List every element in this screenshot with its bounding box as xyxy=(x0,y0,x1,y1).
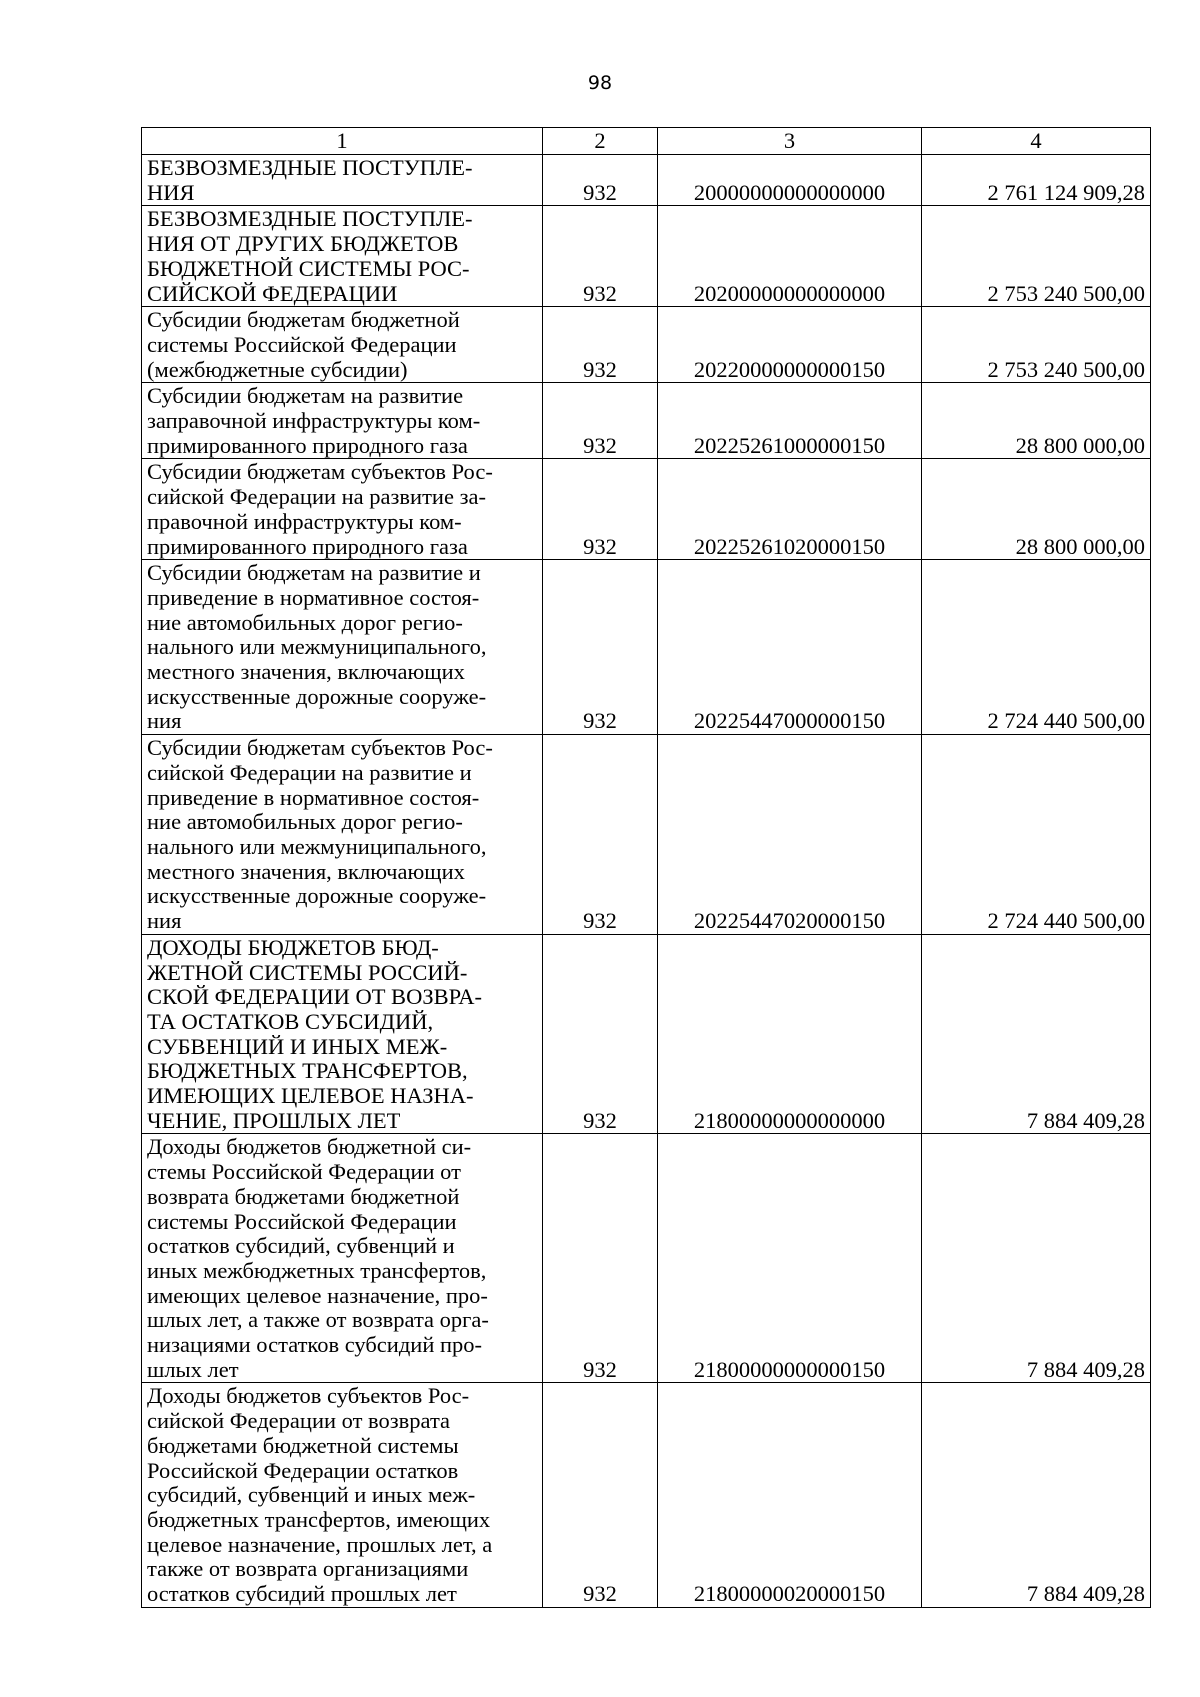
revenue-name-cell xyxy=(142,155,543,206)
revenue-name-line: имеющих целевое назначение, про- xyxy=(147,1282,488,1308)
admin-code-cell: 932 xyxy=(543,459,658,560)
revenue-name-line: Субсидии бюджетам бюджетной xyxy=(147,307,460,333)
revenue-name-line: бюджетных трансфертов, имеющих xyxy=(147,1506,491,1532)
revenue-name-line: ния xyxy=(147,708,182,734)
admin-code-cell: 932 xyxy=(543,735,658,935)
revenue-name-line: Субсидии бюджетам субъектов Рос- xyxy=(147,459,493,485)
revenue-name-line: сийской Федерации на развитие и xyxy=(147,759,472,785)
budget-code-cell: 20225261020000150 xyxy=(658,459,922,560)
revenue-name-line: БЕЗВОЗМЕЗДНЫЕ ПОСТУПЛЕ- xyxy=(147,155,473,180)
revenue-name-line: Доходы бюджетов бюджетной си- xyxy=(147,1134,472,1160)
table-row xyxy=(142,934,1151,1134)
budget-code-cell: 20000000000000000 xyxy=(658,155,922,206)
table-body xyxy=(142,128,1151,1608)
revenue-name-cell xyxy=(142,307,543,383)
revenue-name-line: СИЙСКОЙ ФЕДЕРАЦИИ xyxy=(147,280,398,306)
revenue-name-line: НИЯ xyxy=(147,179,195,205)
revenue-name-line: стемы Российской Федерации от xyxy=(147,1159,461,1185)
revenue-name-line: нального или межмуниципального, xyxy=(147,833,487,859)
table-header-row xyxy=(142,128,1151,155)
column-header-4: 4 xyxy=(922,128,1151,155)
revenue-name-line: приведение в нормативное состоя- xyxy=(147,584,480,610)
revenue-name-cell xyxy=(142,1134,543,1383)
amount-cell: 2 761 124 909,28 xyxy=(922,155,1151,206)
revenue-name-line: сийской Федерации от возврата xyxy=(147,1408,451,1434)
amount-cell: 7 884 409,28 xyxy=(922,1383,1151,1607)
revenue-name-line: ИМЕЮЩИХ ЦЕЛЕВОЕ НАЗНА- xyxy=(147,1083,474,1109)
revenue-name-cell xyxy=(142,934,543,1134)
budget-code-cell: 20225261000000150 xyxy=(658,383,922,459)
revenue-name-cell xyxy=(142,735,543,935)
revenue-name-line: ЧЕНИЕ, ПРОШЛЫХ ЛЕТ xyxy=(147,1107,401,1133)
column-header-3: 3 xyxy=(658,128,922,155)
table-row xyxy=(142,1134,1151,1383)
table-row xyxy=(142,459,1151,560)
revenue-name-line: сийской Федерации на развитие за- xyxy=(147,484,486,510)
amount-cell: 2 753 240 500,00 xyxy=(922,206,1151,307)
amount-cell: 28 800 000,00 xyxy=(922,383,1151,459)
revenue-name-line: ТА ОСТАТКОВ СУБСИДИЙ, xyxy=(147,1008,434,1034)
admin-code-cell: 932 xyxy=(543,307,658,383)
revenue-table xyxy=(141,127,1151,1608)
budget-code-cell: 21800000020000150 xyxy=(658,1383,922,1607)
revenue-name-line: возврата бюджетами бюджетной xyxy=(147,1183,460,1209)
amount-cell: 7 884 409,28 xyxy=(922,1134,1151,1383)
revenue-name-line: местного значения, включающих xyxy=(147,659,465,685)
revenue-name-line: остатков субсидий, субвенций и xyxy=(147,1233,455,1259)
amount-cell: 2 753 240 500,00 xyxy=(922,307,1151,383)
table-row xyxy=(142,735,1151,935)
revenue-name-line: системы Российской Федерации xyxy=(147,331,457,357)
table-row xyxy=(142,155,1151,206)
admin-code-cell: 932 xyxy=(543,560,658,735)
table-row xyxy=(142,1383,1151,1607)
table-row xyxy=(142,206,1151,307)
revenue-name-line: СУБВЕНЦИЙ И ИНЫХ МЕЖ- xyxy=(147,1033,448,1059)
revenue-name-line: также от возврата организациями xyxy=(147,1556,469,1582)
revenue-name-line: заправочной инфраструктуры ком- xyxy=(147,408,481,434)
budget-code-cell: 20220000000000150 xyxy=(658,307,922,383)
revenue-name-line: нального или межмуниципального, xyxy=(147,634,487,660)
revenue-name-line: шлых лет xyxy=(147,1356,239,1382)
revenue-name-line: примированного природного газа xyxy=(147,432,468,458)
revenue-name-line: БЮДЖЕТНЫХ ТРАНСФЕРТОВ, xyxy=(147,1058,468,1084)
revenue-name-line: НИЯ ОТ ДРУГИХ БЮДЖЕТОВ xyxy=(147,231,459,257)
revenue-name-line: низациями остатков субсидий про- xyxy=(147,1332,483,1358)
revenue-name-line: ЖЕТНОЙ СИСТЕМЫ РОССИЙ- xyxy=(147,959,468,985)
revenue-name-line: приведение в нормативное состоя- xyxy=(147,784,480,810)
revenue-name-line: иных межбюджетных трансфертов, xyxy=(147,1257,487,1283)
table-row xyxy=(142,560,1151,735)
revenue-name-line: шлых лет, а также от возврата орга- xyxy=(147,1307,489,1333)
revenue-name-line: (межбюджетные субсидии) xyxy=(147,356,408,382)
budget-code-cell: 20200000000000000 xyxy=(658,206,922,307)
budget-code-cell: 20225447020000150 xyxy=(658,735,922,935)
revenue-name-line: БЮДЖЕТНОЙ СИСТЕМЫ РОС- xyxy=(147,255,470,281)
amount-cell: 2 724 440 500,00 xyxy=(922,560,1151,735)
admin-code-cell: 932 xyxy=(543,155,658,206)
column-header-1: 1 xyxy=(142,128,543,155)
revenue-name-line: искусственные дорожные сооруже- xyxy=(147,683,487,709)
budget-code-cell: 20225447000000150 xyxy=(658,560,922,735)
amount-cell: 7 884 409,28 xyxy=(922,934,1151,1134)
table-row xyxy=(142,383,1151,459)
budget-code-cell: 21800000000000150 xyxy=(658,1134,922,1383)
revenue-name-line: искусственные дорожные сооруже- xyxy=(147,883,487,909)
admin-code-cell: 932 xyxy=(543,1383,658,1607)
admin-code-cell: 932 xyxy=(543,206,658,307)
revenue-name-line: ние автомобильных дорог регио- xyxy=(147,809,463,835)
page-number: 98 xyxy=(587,72,613,94)
revenue-name-line: остатков субсидий прошлых лет xyxy=(147,1581,457,1607)
revenue-name-cell xyxy=(142,383,543,459)
budget-code-cell: 21800000000000000 xyxy=(658,934,922,1134)
table-row xyxy=(142,307,1151,383)
revenue-name-line: Доходы бюджетов субъектов Рос- xyxy=(147,1383,470,1409)
admin-code-cell: 932 xyxy=(543,383,658,459)
revenue-name-cell xyxy=(142,560,543,735)
revenue-name-line: Субсидии бюджетам на развитие и xyxy=(147,560,481,586)
revenue-name-cell xyxy=(142,459,543,560)
revenue-name-line: Российской Федерации остатков xyxy=(147,1457,459,1483)
revenue-name-line: СКОЙ ФЕДЕРАЦИИ ОТ ВОЗВРА- xyxy=(147,984,482,1010)
admin-code-cell: 932 xyxy=(543,1134,658,1383)
amount-cell: 28 800 000,00 xyxy=(922,459,1151,560)
amount-cell: 2 724 440 500,00 xyxy=(922,735,1151,935)
revenue-name-line: бюджетами бюджетной системы xyxy=(147,1432,459,1458)
revenue-name-line: ние автомобильных дорог регио- xyxy=(147,609,463,635)
revenue-name-line: ния xyxy=(147,908,182,934)
admin-code-cell: 932 xyxy=(543,934,658,1134)
revenue-name-cell xyxy=(142,206,543,307)
revenue-name-line: Субсидии бюджетам на развитие xyxy=(147,383,464,409)
revenue-name-line: примированного природного газа xyxy=(147,533,468,559)
revenue-name-line: целевое назначение, прошлых лет, а xyxy=(147,1531,493,1557)
revenue-name-line: правочной инфраструктуры ком- xyxy=(147,508,462,534)
revenue-name-line: местного значения, включающих xyxy=(147,858,465,884)
column-header-2: 2 xyxy=(543,128,658,155)
revenue-name-line: ДОХОДЫ БЮДЖЕТОВ БЮД- xyxy=(147,934,439,960)
revenue-name-line: субсидий, субвенций и иных меж- xyxy=(147,1482,476,1508)
revenue-name-cell xyxy=(142,1383,543,1607)
revenue-name-line: БЕЗВОЗМЕЗДНЫЕ ПОСТУПЛЕ- xyxy=(147,206,473,232)
revenue-name-line: Субсидии бюджетам субъектов Рос- xyxy=(147,735,493,761)
revenue-name-line: системы Российской Федерации xyxy=(147,1208,457,1234)
